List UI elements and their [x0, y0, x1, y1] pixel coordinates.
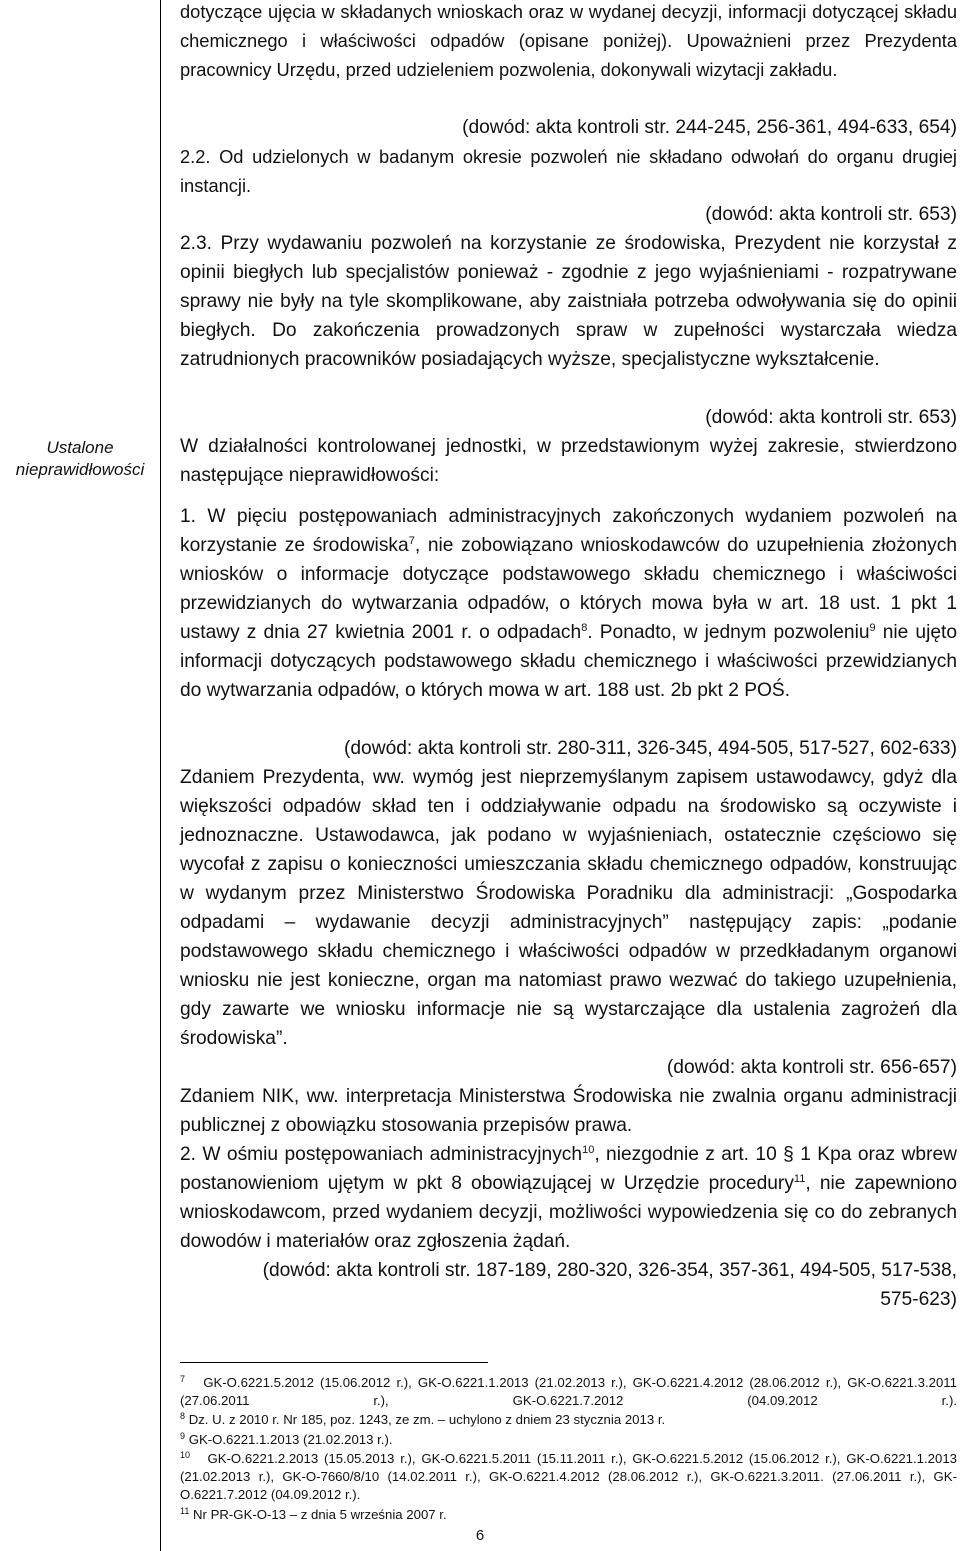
- footnote-ref-9: 9: [869, 622, 876, 634]
- footnote-text: GK-O.6221.1.2013 (21.02.2013 r.).: [188, 1432, 393, 1447]
- evidence-reference-line-2: 575-623): [880, 1289, 957, 1310]
- finding-1: [180, 502, 957, 705]
- finding-1-text-d: nie ujęto informacji dotyczących podstawowego składu chemicznego i właściwości przewidzianych do wytwarzania odpadów, o których mowa w art. 188 ust. 2b pkt 2 POŚ.: [180, 622, 958, 701]
- footnote-ref-8: 8: [581, 622, 588, 634]
- footnote-text: GK-O.6221.2.2013 (15.05.2013 r.), GK-O.6221.5.2011 (15.11.2011 r.), GK-O.6221.5.2012 (15.06.2012 r.), GK-O.6221.1.2013 (21.02.2013 r.), GK-O-7660/8/10 (14.02.2011 r.), GK-O.6221.4.2012 (28.06.2012 r.), GK-O.6221.3.2011. (27.06.2011 r.), GK-O.6221.7.2012 (04.09.2012 r.).: [180, 1451, 957, 1502]
- footnote-7: [180, 1374, 957, 1410]
- evidence-reference-line-1: (dowód: akta kontroli str. 187-189, 280-320, 326-354, 357-361, 494-505, 517-538,: [262, 1260, 957, 1281]
- paragraph-2-3: 2.3. Przy wydawaniu pozwoleń na korzystanie ze środowiska, Prezydent nie korzystał z opinii biegłych lub specjalistów ponieważ - zgodnie z jego wyjaśnieniami - rozpatrywane sprawy nie były na tyle skomplikowane, aby zaistniała potrzeba odwoływania się do opinii biegłych. Do zakończenia prowadzonych spraw w zupełności wystarczała wiedza zatrudnionych pracowników posiadających wyższe, specjalistyczne wykształcenie.: [180, 233, 957, 370]
- footnote-number: 9: [180, 1431, 186, 1441]
- footnote-text: GK-O.6221.5.2012 (15.06.2012 r.), GK-O.6221.1.2013 (21.02.2013 r.), GK-O.6221.4.2012 (28.06.2012 r.), GK-O.6221.3.2011 (27.06.2011 r.), GK-O.6221.7.2012 (04.09.2012 r.).: [180, 1375, 957, 1408]
- evidence-reference: (dowód: akta kontroli str. 280-311, 326-345, 494-505, 517-527, 602-633): [344, 738, 957, 759]
- footnote-number: 10: [180, 1450, 191, 1460]
- footnote-ref-7: 7: [408, 535, 415, 547]
- footnote-text: Nr PR-GK-O-13 – z dnia 5 września 2007 r.: [193, 1507, 447, 1522]
- footnote-9: [180, 1431, 957, 1449]
- footnote-11: [180, 1506, 957, 1524]
- sidebar-column: [0, 0, 161, 1551]
- evidence-reference: (dowód: akta kontroli str. 656-657): [666, 1057, 957, 1078]
- section-label: [0, 437, 160, 481]
- president-opinion: Zdaniem Prezydenta, ww. wymóg jest nieprzemyślanym zapisem ustawodawcy, gdyż dla większości odpadów skład ten i oddziaływanie odpadu na środowisko są oczywiste i jednoznaczne. Ustawodawca, jak podano w wyjaśnieniach, ostatecznie częściowo się wycofał z zapisu o konieczności umieszczania składu chemicznego odpadów, konstruując w wydanym przez Ministerstwo Środowiska Poradniku dla administracji: „Gospodarka odpadami – wydawanie decyzji administracyjnych” następujący zapis: „podanie podstawowego składu chemicznego i właściwości odpadów w przedkładanym organowi wniosku nie jest konieczne, organ ma natomiast prawo wezwać do takiego uzupełnienia, gdy zawarte we wniosku informacje nie są wystarczające dla ustalenia zagrożeń dla środowiska”.: [180, 767, 957, 1049]
- footnote-number: 11: [180, 1506, 190, 1516]
- footnote-8: [180, 1411, 957, 1429]
- footnote-ref-11: 11: [793, 1173, 806, 1185]
- finding-1-text-c: . Ponadto, w jednym pozwoleniu: [587, 622, 870, 643]
- finding-1-text-a: 1. W pięciu postępowaniach administracyjnych zakończonych wydaniem pozwoleń na korzystanie ze środowiska: [180, 506, 957, 556]
- evidence-reference: (dowód: akta kontroli str. 244-245, 256-361, 494-633, 654): [462, 117, 957, 138]
- finding-2: [180, 1140, 957, 1256]
- finding-1-text-b: , nie zobowiązano wnioskodawców do uzupełnienia złożonych wniosków o informacje dotyczące podstawowego składu chemicznego i właściwości przewidzianych do wytwarzania odpadów, o których mowa była w art. 18 ust. 1 pkt 1 ustawy z dnia 27 kwietnia 2001 r. o odpadach: [180, 535, 957, 643]
- section-label-line-1: Ustalone: [46, 438, 114, 457]
- footnote-number: 8: [180, 1411, 186, 1421]
- paragraph-continuation: dotyczące ujęcia w składanych wnioskach oraz w wydanej decyzji, informacji dotyczącej składu chemicznego i właściwości odpadów (opisane poniżej). Upoważnieni przez Prezydenta pracownicy Urzędu, przed udzieleniem pozwolenia, dokonywali wizytacji zakładu.: [180, 1, 957, 80]
- finding-2-text-a: 2. W ośmiu postępowaniach administracyjnych: [180, 1144, 583, 1165]
- footnote-text: Dz. U. z 2010 r. Nr 185, poz. 1243, ze zm. – uchylono z dniem 23 stycznia 2013 r.: [188, 1412, 666, 1427]
- findings-intro: W działalności kontrolowanej jednostki, w przedstawionym wyżej zakresie, stwierdzono następujące nieprawidłowości:: [180, 436, 957, 486]
- nik-opinion: Zdaniem NIK, ww. interpretacja Ministerstwa Środowiska nie zwalnia organu administracji publicznej z obowiązku stosowania przepisów prawa.: [180, 1086, 957, 1136]
- footnote-ref-10: 10: [582, 1144, 595, 1156]
- finding-2-text-b: , niezgodnie z art. 10 § 1 Kpa oraz wbrew postanowieniom ujętym w pkt 8 obowiązującej w Urzędzie procedury: [180, 1144, 957, 1194]
- footnote-number: 7: [180, 1374, 186, 1384]
- evidence-reference: (dowód: akta kontroli str. 653): [705, 204, 957, 225]
- section-label-line-2: nieprawidłowości: [15, 460, 145, 479]
- paragraph-2-2: 2.2. Od udzielonych w badanym okresie pozwoleń nie składano odwołań do organu drugiej instancji.: [180, 146, 957, 196]
- page-number: 6: [475, 1527, 485, 1544]
- footnote-separator: [180, 1362, 488, 1363]
- evidence-reference: (dowód: akta kontroli str. 653): [705, 407, 957, 428]
- finding-2-text-c: , nie zapewniono wnioskodawcom, przed wydaniem decyzji, możliwości wypowiedzenia się co do zebranych dowodów i materiałów oraz zgłoszenia żądań.: [180, 1173, 957, 1252]
- footnote-10: [180, 1450, 957, 1504]
